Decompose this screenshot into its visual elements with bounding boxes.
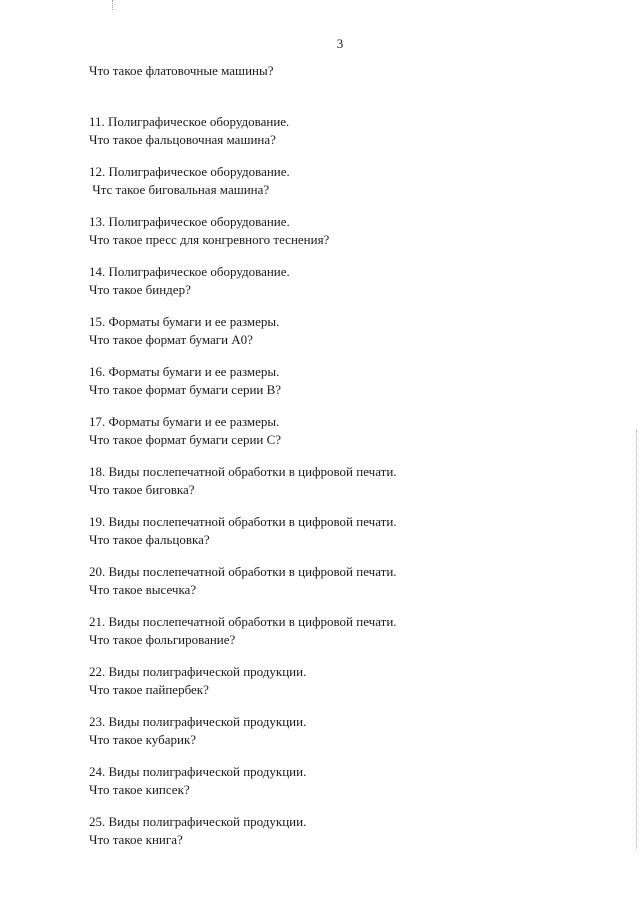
list-item <box>89 113 609 163</box>
question-topic: 15. Форматы бумаги и ее размеры. <box>89 314 280 329</box>
question-topic: 17. Форматы бумаги и ее размеры. <box>89 414 280 429</box>
question-topic: 25. Виды полиграфической продукции. <box>89 814 307 829</box>
question-text: Что такое формат бумаги серии С? <box>89 432 282 447</box>
question-text: Что такое пресс для конгревного теснения? <box>89 232 330 247</box>
question-topic: 23. Виды полиграфической продукции. <box>89 714 307 729</box>
question-topic: 14. Полиграфическое оборудование. <box>89 264 290 279</box>
scan-artifact-mark <box>112 0 114 10</box>
question-text: Что такое фальцовка? <box>89 532 210 547</box>
question-topic: 20. Виды послепечатной обработки в цифровой печати. <box>89 564 397 579</box>
list-item <box>89 663 609 713</box>
intro-question: Что такое флатовочные машины? <box>89 63 274 78</box>
question-list <box>89 113 609 863</box>
question-topic: 11. Полиграфическое оборудование. <box>89 114 290 129</box>
question-topic: 24. Виды полиграфической продукции. <box>89 764 307 779</box>
list-item <box>89 713 609 763</box>
question-text: Что такое книга? <box>89 832 183 847</box>
list-item <box>89 163 609 213</box>
question-text: Что такое кипсек? <box>89 782 190 797</box>
question-text: Что такое биговка? <box>89 482 195 497</box>
question-topic: 22. Виды полиграфической продукции. <box>89 664 307 679</box>
question-text: Что такое биндер? <box>89 282 191 297</box>
list-item <box>89 363 609 413</box>
question-topic: 19. Виды послепечатной обработки в цифровой печати. <box>89 514 397 529</box>
list-item <box>89 763 609 813</box>
list-item <box>89 263 609 313</box>
question-text: Что такое пайпербек? <box>89 682 209 697</box>
page-number: 3 <box>336 36 344 51</box>
question-text: Что такое фальцовочная машина? <box>89 132 276 147</box>
list-item <box>89 463 609 513</box>
list-item <box>89 413 609 463</box>
list-item <box>89 513 609 563</box>
list-item <box>89 813 609 863</box>
list-item <box>89 213 609 263</box>
question-text: Что такое кубарик? <box>89 732 197 747</box>
question-topic: 13. Полиграфическое оборудование. <box>89 214 290 229</box>
list-item <box>89 613 609 663</box>
scan-artifact-edge <box>636 430 638 850</box>
question-topic: 21. Виды послепечатной обработки в цифровой печати. <box>89 614 397 629</box>
question-text: Что такое формат бумаги А0? <box>89 332 253 347</box>
question-topic: 18. Виды послепечатной обработки в цифровой печати. <box>89 464 397 479</box>
question-topic: 12. Полиграфическое оборудование. <box>89 164 290 179</box>
question-text: Что такое высечка? <box>89 582 197 597</box>
question-text: Чтс такое биговальная машина? <box>89 182 270 197</box>
list-item <box>89 313 609 363</box>
question-text: Что такое формат бумаги серии В? <box>89 382 282 397</box>
list-item <box>89 563 609 613</box>
question-text: Что такое фольгирование? <box>89 632 236 647</box>
question-topic: 16. Форматы бумаги и ее размеры. <box>89 364 280 379</box>
